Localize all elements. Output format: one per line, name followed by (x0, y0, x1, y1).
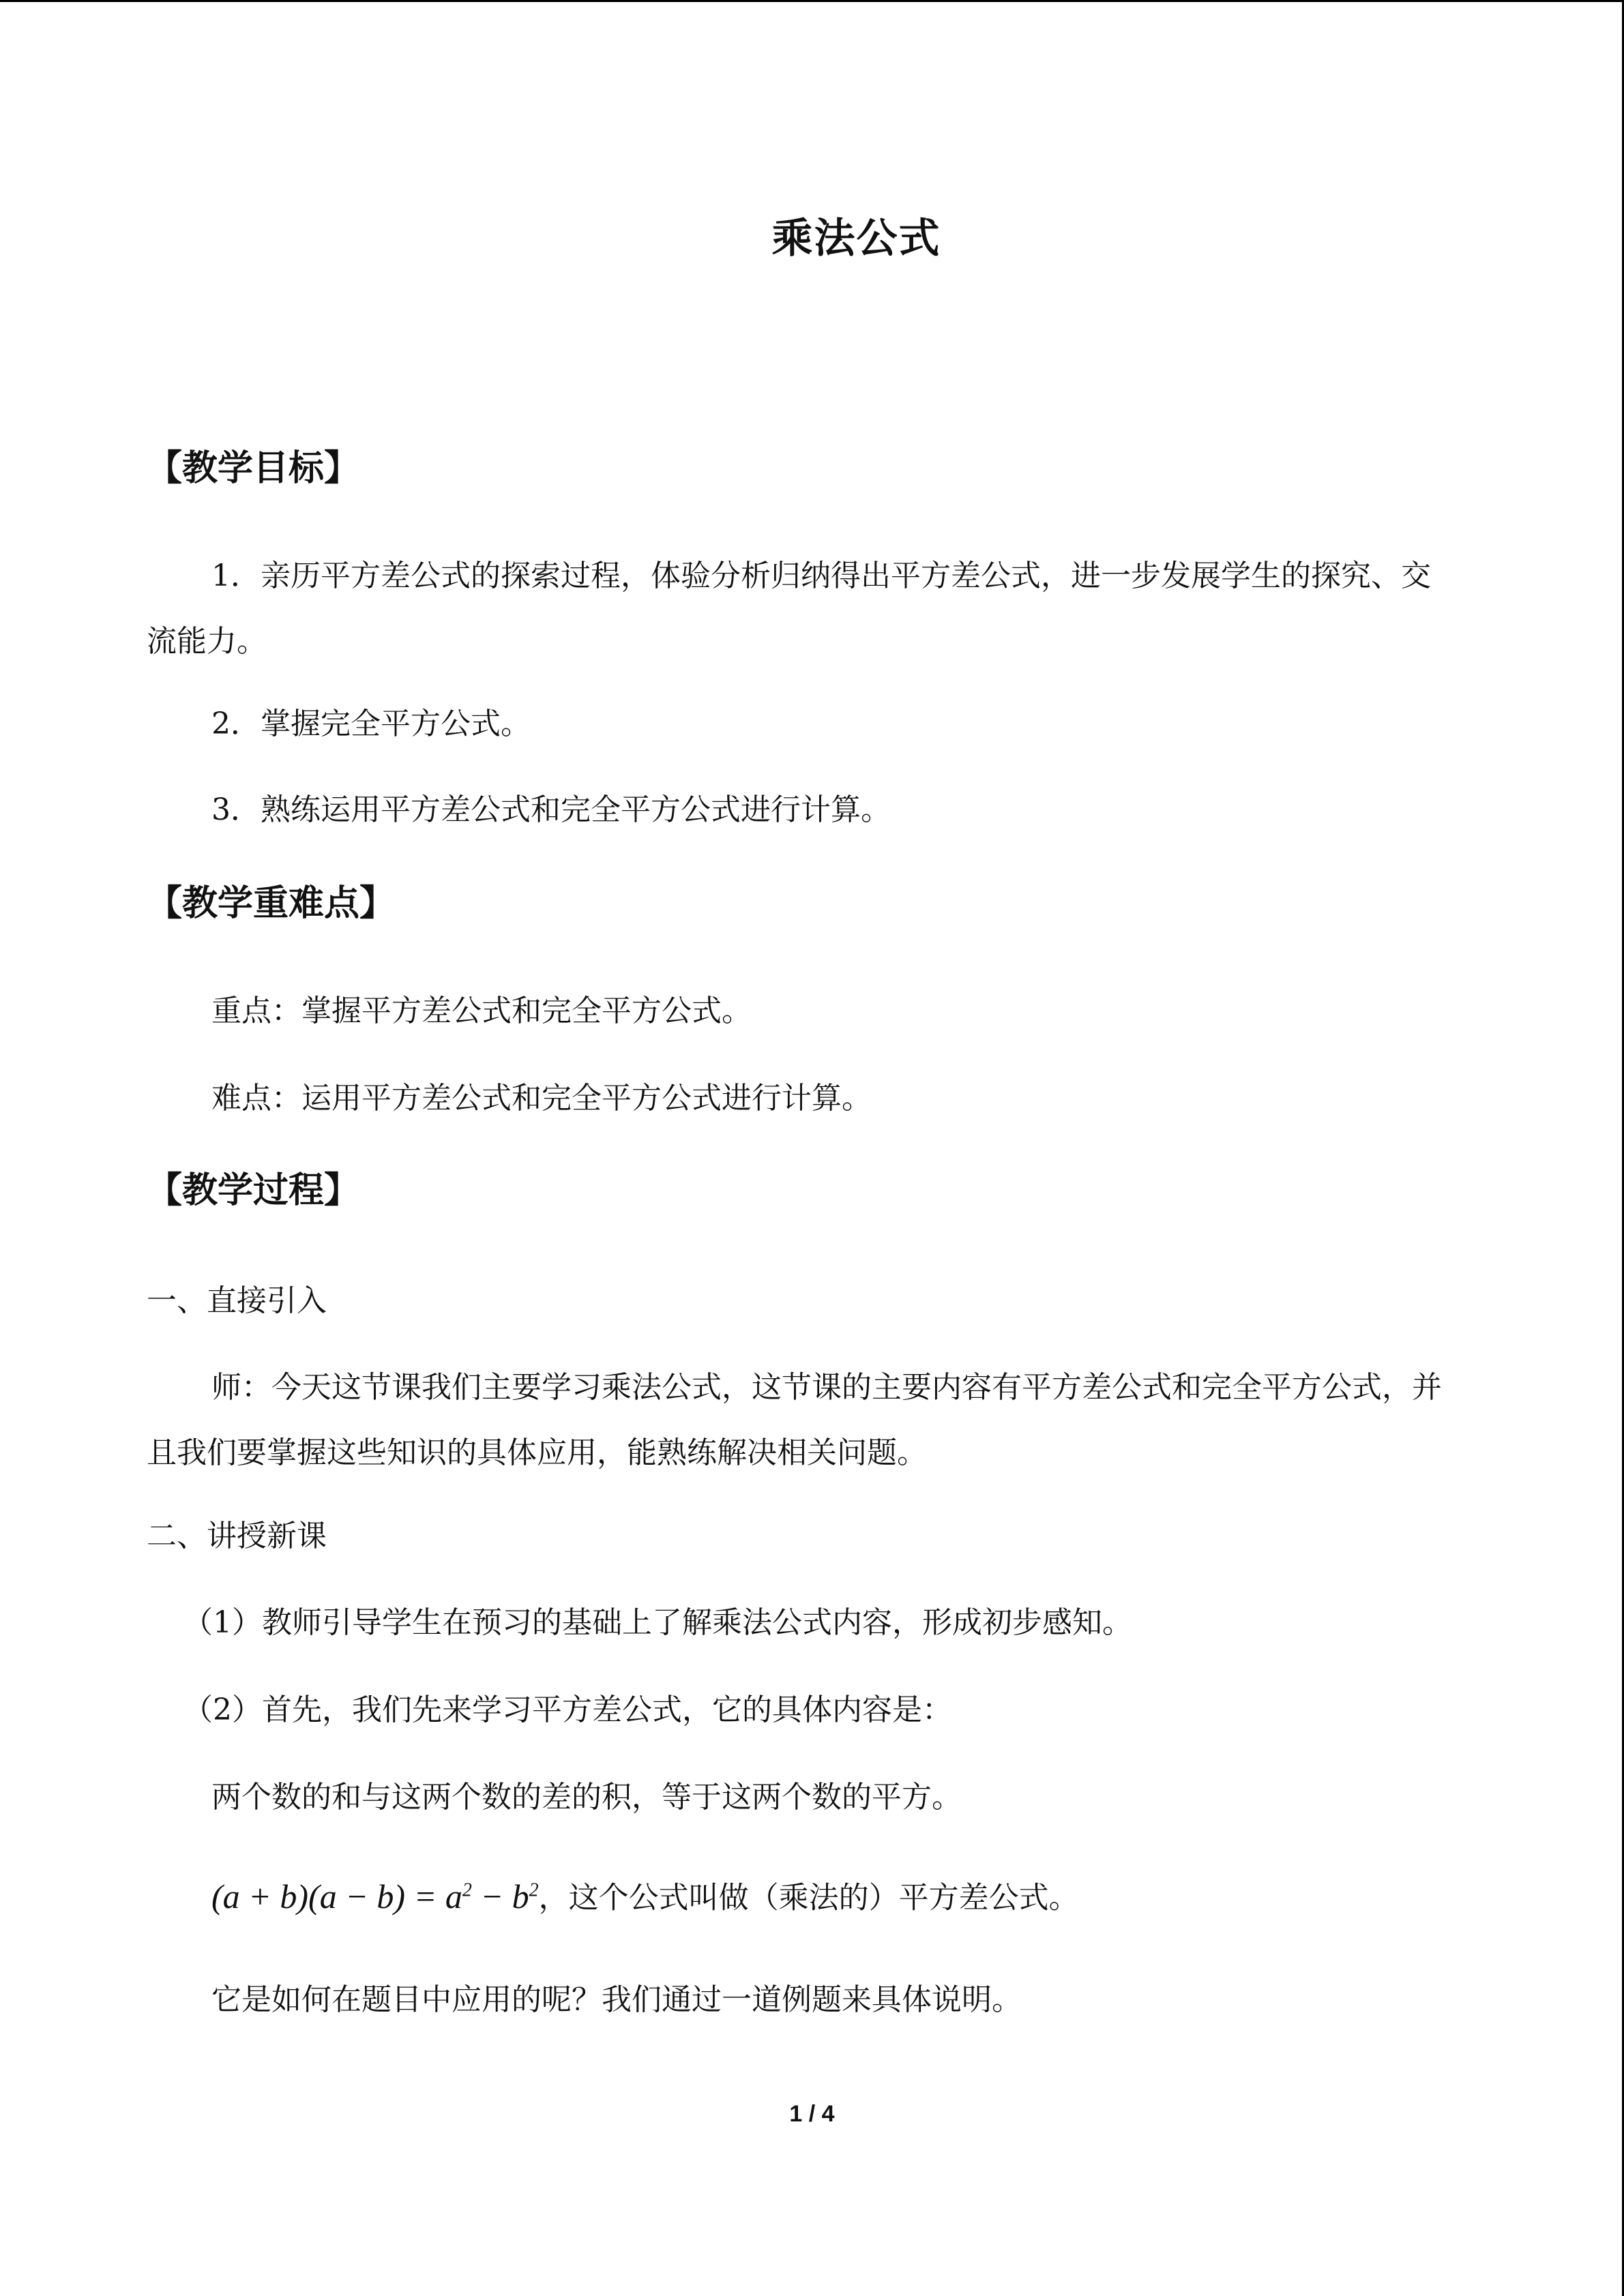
key-point: 重点：掌握平方差公式和完全平方公式。 (211, 994, 752, 1028)
part1-title: 一、直接引入 (147, 1283, 327, 1318)
rule-statement: 两个数的和与这两个数的差的积，等于这两个数的平方。 (211, 1780, 962, 1815)
formula-caption: ，这个公式叫做（乘法的）平方差公式。 (538, 1880, 1079, 1915)
step-2: （2）首先，我们先来学习平方差公式，它的具体内容是： (183, 1693, 952, 1727)
formula-math: $(a + b)(a - b) = a^2 - b^2$ (211, 1877, 539, 1915)
objective-2: 2．掌握完全平方公式。 (211, 706, 531, 741)
heading-teaching-process: 【教学过程】 (147, 1170, 360, 1211)
document-title: 乘法公式 (771, 215, 941, 263)
part2-title: 二、讲授新课 (147, 1519, 327, 1553)
heading-key-difficult-points: 【教学重难点】 (147, 883, 396, 924)
heading-teaching-objectives: 【教学目标】 (147, 448, 360, 489)
objective-3: 3．熟练运用平方差公式和完全平方公式进行计算。 (211, 792, 891, 827)
example-intro: 它是如何在题目中应用的呢？我们通过一道例题来具体说明。 (211, 1982, 1022, 2017)
part1-text: 师：今天这节课我们主要学习乘法公式，这节课的主要内容有平方差公式和完全平方公式，并且我们要掌握这些知识的具体应用，能熟练解决相关问题。 (147, 1370, 1442, 1470)
difference-of-squares-formula (211, 1858, 1079, 1931)
step-1: （1）教师引导学生在预习的基础上了解乘法公式内容，形成初步感知。 (183, 1605, 1132, 1640)
objective-1: 1．亲历平方差公式的探索过程，体验分析归纳得出平方差公式，进一步发展学生的探究、交流能力。 (147, 558, 1431, 659)
page-border-top (0, 0, 1624, 2)
difficult-point: 难点：运用平方差公式和完全平方公式进行计算。 (211, 1081, 872, 1116)
page-number: 1 / 4 (789, 2101, 835, 2127)
